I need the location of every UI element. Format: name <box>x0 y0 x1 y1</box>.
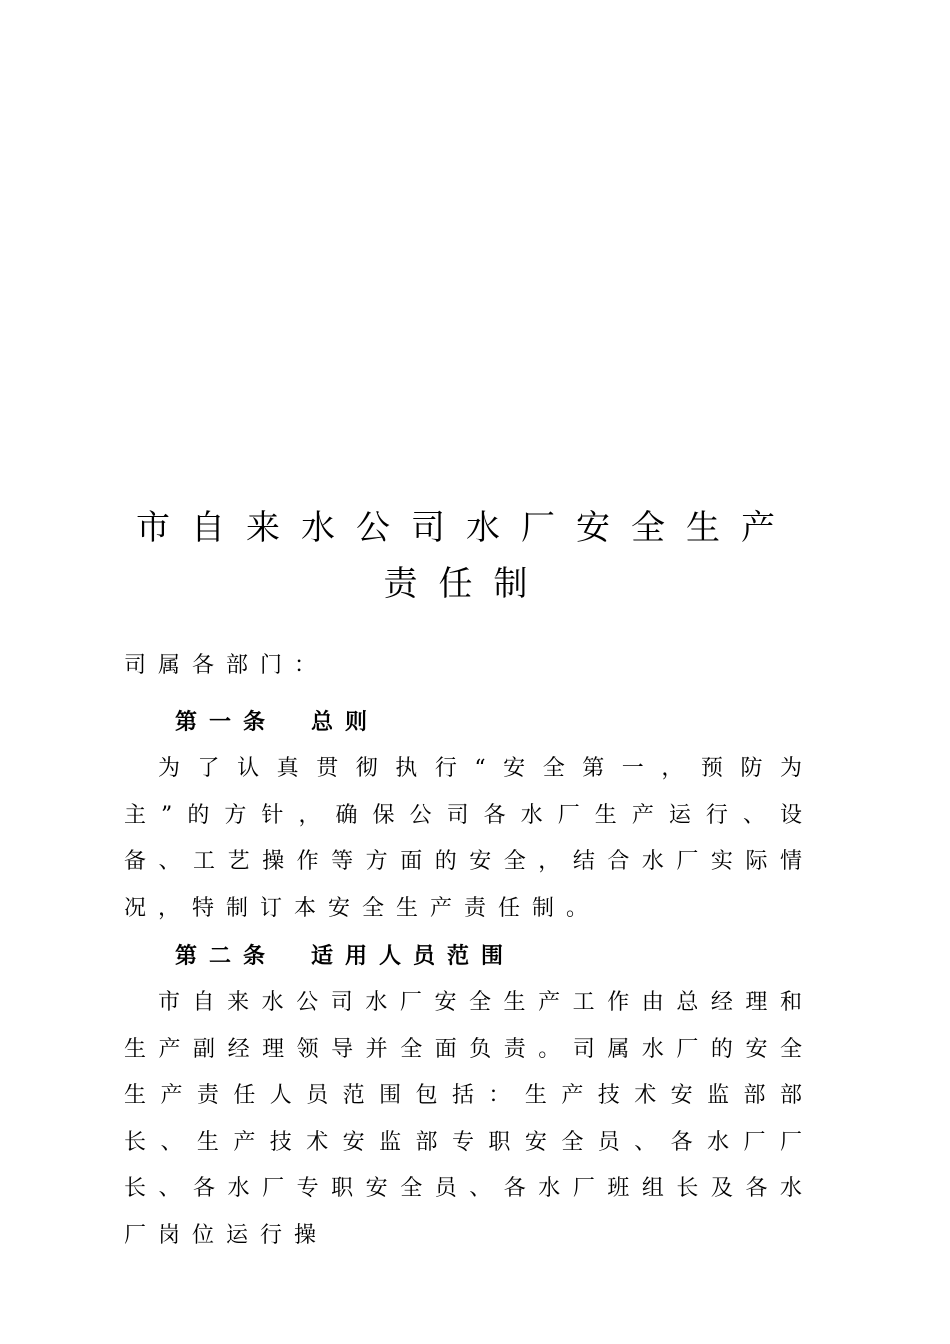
section-label-1: 第一条 <box>175 709 278 735</box>
section-title-1: 总则 <box>311 709 380 735</box>
salutation: 司属各部门： <box>124 653 329 678</box>
section-paragraph-2: 市自来水公司水厂安全生产工作由总经理和生产副经理领导并全面负责。司属水厂的安全生产责任人员范围包括：生产技术安监部部长、生产技术安监部专职安全员、各水厂厂长、各水厂专职安全员、各水厂班组长及各水厂岗位运行操 <box>124 990 814 1248</box>
document-title: 市自来水公司水厂安全生产责任制 <box>136 508 796 604</box>
section-label-2: 第二条 <box>175 943 278 969</box>
section-title-2: 适用人员范围 <box>311 943 516 969</box>
section-heading-1 <box>175 706 379 738</box>
section-heading-2 <box>175 940 515 972</box>
section-paragraph-1: 为了认真贯彻执行“安全第一，预防为主”的方针，确保公司各水厂生产运行、设备、工艺操作等方面的安全，结合水厂实际情况，特制订本安全生产责任制。 <box>124 756 814 921</box>
